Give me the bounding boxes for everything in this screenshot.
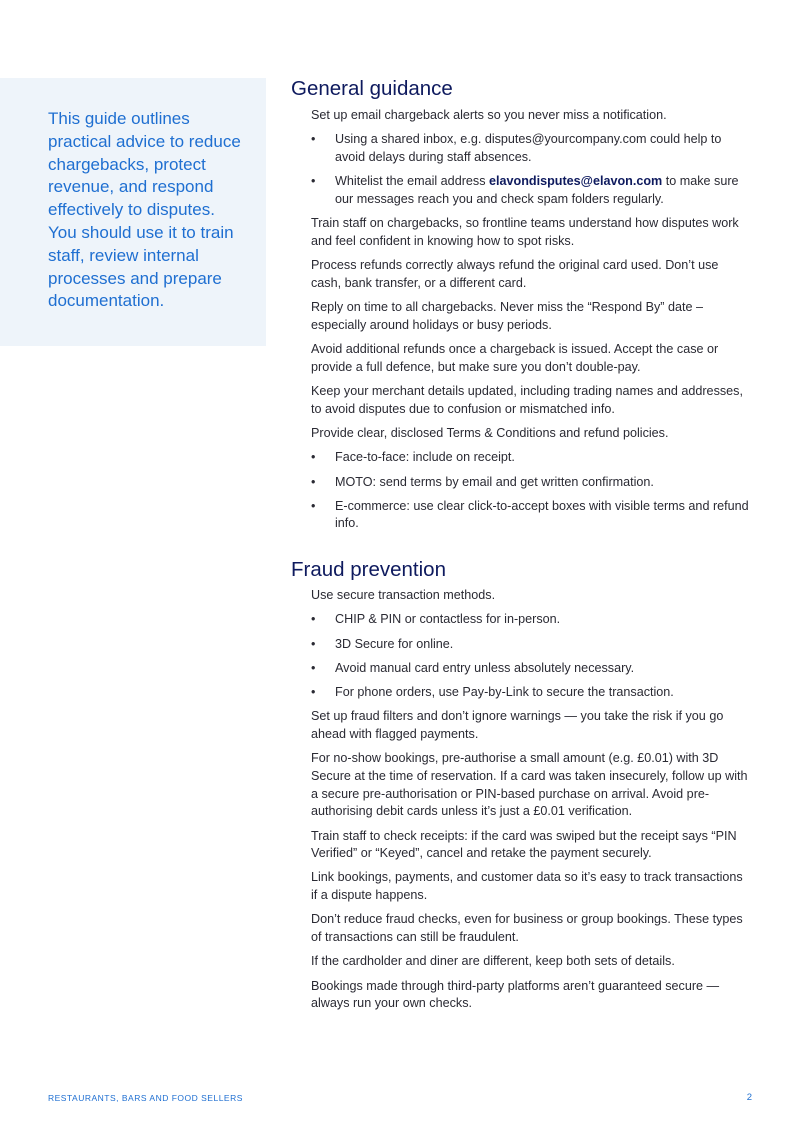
paragraph: For no-show bookings, pre-authorise a small amount (e.g. £0.01) with 3D Secure at the time of reservation. If a card was taken insecurely, follow up with a secure pre-authorisation or PIN-based purchase on arrival. Avoid pre-authorising debit cards unless it’s just a £0.01 verification.: [311, 751, 748, 819]
elavon-email: elavondisputes@elavon.com: [489, 174, 663, 189]
whitelist-text: Whitelist the email address: [335, 174, 489, 189]
list-item: [311, 173, 751, 208]
list-item: • 3D Secure for online.: [311, 636, 751, 654]
list-item: • E-commerce: use clear click-to-accept boxes with visible terms and refund info.: [311, 498, 751, 533]
general-guidance-heading: General guidance: [291, 77, 453, 100]
list-item: • For phone orders, use Pay-by-Link to secure the transaction.: [311, 684, 751, 702]
general-guidance-section: [311, 107, 751, 540]
paragraph: Train staff on chargebacks, so frontline teams understand how disputes work and feel confident in knowing how to spot risks.: [311, 216, 739, 248]
whitelist-text-end: to make sure our messages reach you and check spam folders regularly.: [335, 174, 739, 206]
paragraph: Bookings made through third-party platforms aren’t guaranteed secure — always run your own checks.: [311, 978, 720, 1011]
list-item: • Using a shared inbox, e.g. disputes@yourcompany.com could help to avoid delays during staff absences.: [311, 131, 751, 166]
paragraph: Keep your merchant details updated, including trading names and addresses, to avoid disputes due to confusion or mismatched info.: [311, 384, 743, 416]
paragraph: Avoid additional refunds once a chargeback is issued. Accept the case or provide a full defence, but make sure you don’t double-pay.: [311, 342, 719, 374]
paragraph: Provide clear, disclosed Terms & Conditions and refund policies.: [311, 426, 669, 441]
alerts-list: [311, 131, 751, 208]
paragraph: Train staff to check receipts: if the card was swiped but the receipt says “PIN Verified” or “Keyed”, cancel and retake the payment securely.: [311, 828, 737, 861]
page-number: 2: [746, 1092, 752, 1103]
intro-text: This guide outlines practical advice to reduce chargebacks, protect revenue, and respond effectively to disputes. You should use it to train staff, review internal processes and prepare documentation.: [48, 109, 241, 311]
list-item: • Face-to-face: include on receipt.: [311, 449, 751, 467]
paragraph: Process refunds correctly always refund the original card used. Don’t use cash, bank transfer, or a different card.: [311, 258, 719, 290]
paragraph: Set up email chargeback alerts so you never miss a notification.: [311, 108, 667, 122]
paragraph: Use secure transaction methods.: [311, 588, 496, 602]
paragraph: Reply on time to all chargebacks. Never miss the “Respond By” date – especially around holidays or busy periods.: [311, 300, 703, 332]
paragraph: Set up fraud filters and don’t ignore warnings — you take the risk if you go ahead with flagged payments.: [311, 709, 724, 741]
list-item: • CHIP & PIN or contactless for in-person.: [311, 611, 751, 629]
paragraph: If the cardholder and diner are different, keep both sets of details.: [311, 954, 675, 969]
fraud-prevention-heading: Fraud prevention: [291, 558, 446, 581]
terms-list: [311, 449, 751, 533]
secure-methods-list: [311, 611, 751, 701]
list-item: • MOTO: send terms by email and get written confirmation.: [311, 474, 751, 492]
list-item: • Avoid manual card entry unless absolutely necessary.: [311, 660, 751, 678]
fraud-prevention-section: [311, 587, 751, 1020]
paragraph: Link bookings, payments, and customer data so it’s easy to track transactions if a dispute happens.: [311, 870, 743, 903]
footer-section-title: RESTAURANTS, BARS AND FOOD SELLERS: [48, 1093, 243, 1103]
paragraph: Don’t reduce fraud checks, even for business or group bookings. These types of transactions can still be fraudulent.: [311, 912, 743, 945]
